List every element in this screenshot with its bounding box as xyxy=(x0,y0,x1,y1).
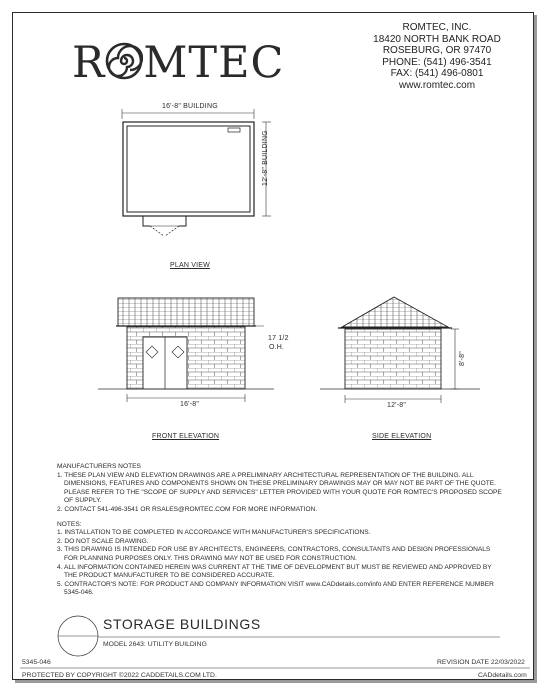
company-website: www.romtec.com xyxy=(398,79,476,91)
note-5: 5. CONTRACTOR'S NOTE: FOR PRODUCT AND COMPANY INFORMATION VISIT www.CADdetails.com/info AND ENTER REFERENCE NUMBER 5345-046. xyxy=(57,580,494,597)
caddetails-link[interactable]: CADdetails.com xyxy=(478,672,527,679)
note-1: 1. INSTALLATION TO BE COMPLETED IN ACCORDANCE WITH MANUFACTURER'S SPECIFICATIONS. xyxy=(57,529,371,537)
logo-text-right: MTEC xyxy=(143,38,285,88)
copyright-notice: PROTECTED BY COPYRIGHT ©2022 CADDETAILS.COM LTD. xyxy=(22,672,217,679)
revision-date: REVISION DATE 22/03/2022 xyxy=(437,659,525,666)
company-city: ROSEBURG, OR 97470 xyxy=(382,45,492,56)
note-3: 3. THIS DRAWING IS INTENDED FOR USE BY ARCHITECTS, ENGINEERS, CONTRACTORS, CONSULTANTS AND DESIGN PROFESSIONALS FOR PLANNING PURPOSES ONLY. THIS DRAWING MAY NOT BE USED FOR CONSTRUCTION. xyxy=(57,546,491,562)
front-elevation-drawing xyxy=(98,298,274,402)
company-fax: FAX: (541) 496-0801 xyxy=(390,68,484,79)
side-elevation-drawing xyxy=(320,297,480,403)
company-phone: PHONE: (541) 496-3541 xyxy=(382,56,492,68)
plan-width-label: 16'-8" BUILDING xyxy=(162,103,218,110)
manufacturer-note-1: 1. THESE PLAN VIEW AND ELEVATION DRAWINGS ARE A PRELIMINARY ARCHITECTURAL REPRESENTATION OF THE BUILDING. ALL DIMENSIONS, FEATURES AND COMPONENTS SHOWN ON THESE PRELIMINARY DRAWINGS MAY OR MAY NOT BE PART OF THE QUOTE. PLEASE REFER TO THE "SCOPE OF SUPPLY AND SERVICES" LETTER PROVIDED WITH YOUR QUOTE FOR ROMTEC'S PROPOSED SCOPE OF SUPPLY. xyxy=(57,471,502,505)
plan-depth-label: 12'-8" BUILDING xyxy=(262,130,269,186)
drawing-title: STORAGE BUILDINGS xyxy=(103,616,261,632)
front-width-label: 16'-8" xyxy=(180,401,200,408)
manufacturer-note-2: 2. CONTACT 541-496-3541 OR RSALES@ROMTEC.COM FOR MORE INFORMATION. xyxy=(57,505,318,513)
plan-view-drawing xyxy=(122,109,271,236)
front-elevation-caption: FRONT ELEVATION xyxy=(152,433,220,440)
front-overhang-label-1: 17 1/2 xyxy=(268,335,289,342)
logo-text-left: R xyxy=(72,38,106,88)
company-name: ROMTEC, INC. xyxy=(402,22,472,33)
title-block xyxy=(55,614,500,656)
note-4: 4. ALL INFORMATION CONTAINED HEREIN WAS CURRENT AT THE TIME OF DEVELOPMENT BUT MUST BE REVIEWED AND APPROVED BY THE PRODUCT MANUFACTURER TO BE CONSIDERED ACCURATE. xyxy=(57,563,492,580)
notes-section xyxy=(57,463,502,598)
company-address: 18420 NORTH BANK ROAD xyxy=(373,33,501,45)
reference-number: 5345-046 xyxy=(22,659,51,666)
note-2: 2. DO NOT SCALE DRAWING. xyxy=(57,537,149,545)
drawing-subtitle: MODEL 2643: UTILITY BUILDING xyxy=(103,641,207,648)
side-height-label: 8'-8" xyxy=(459,351,466,366)
manufacturer-notes-heading: MANUFACTURERS NOTES xyxy=(57,463,141,470)
plan-view-caption: PLAN VIEW xyxy=(170,262,210,269)
side-width-label: 12'-8" xyxy=(387,402,407,409)
notes-heading: NOTES: xyxy=(57,520,82,528)
side-elevation-caption: SIDE ELEVATION xyxy=(372,433,432,440)
front-overhang-label-2: O.H. xyxy=(269,344,285,351)
